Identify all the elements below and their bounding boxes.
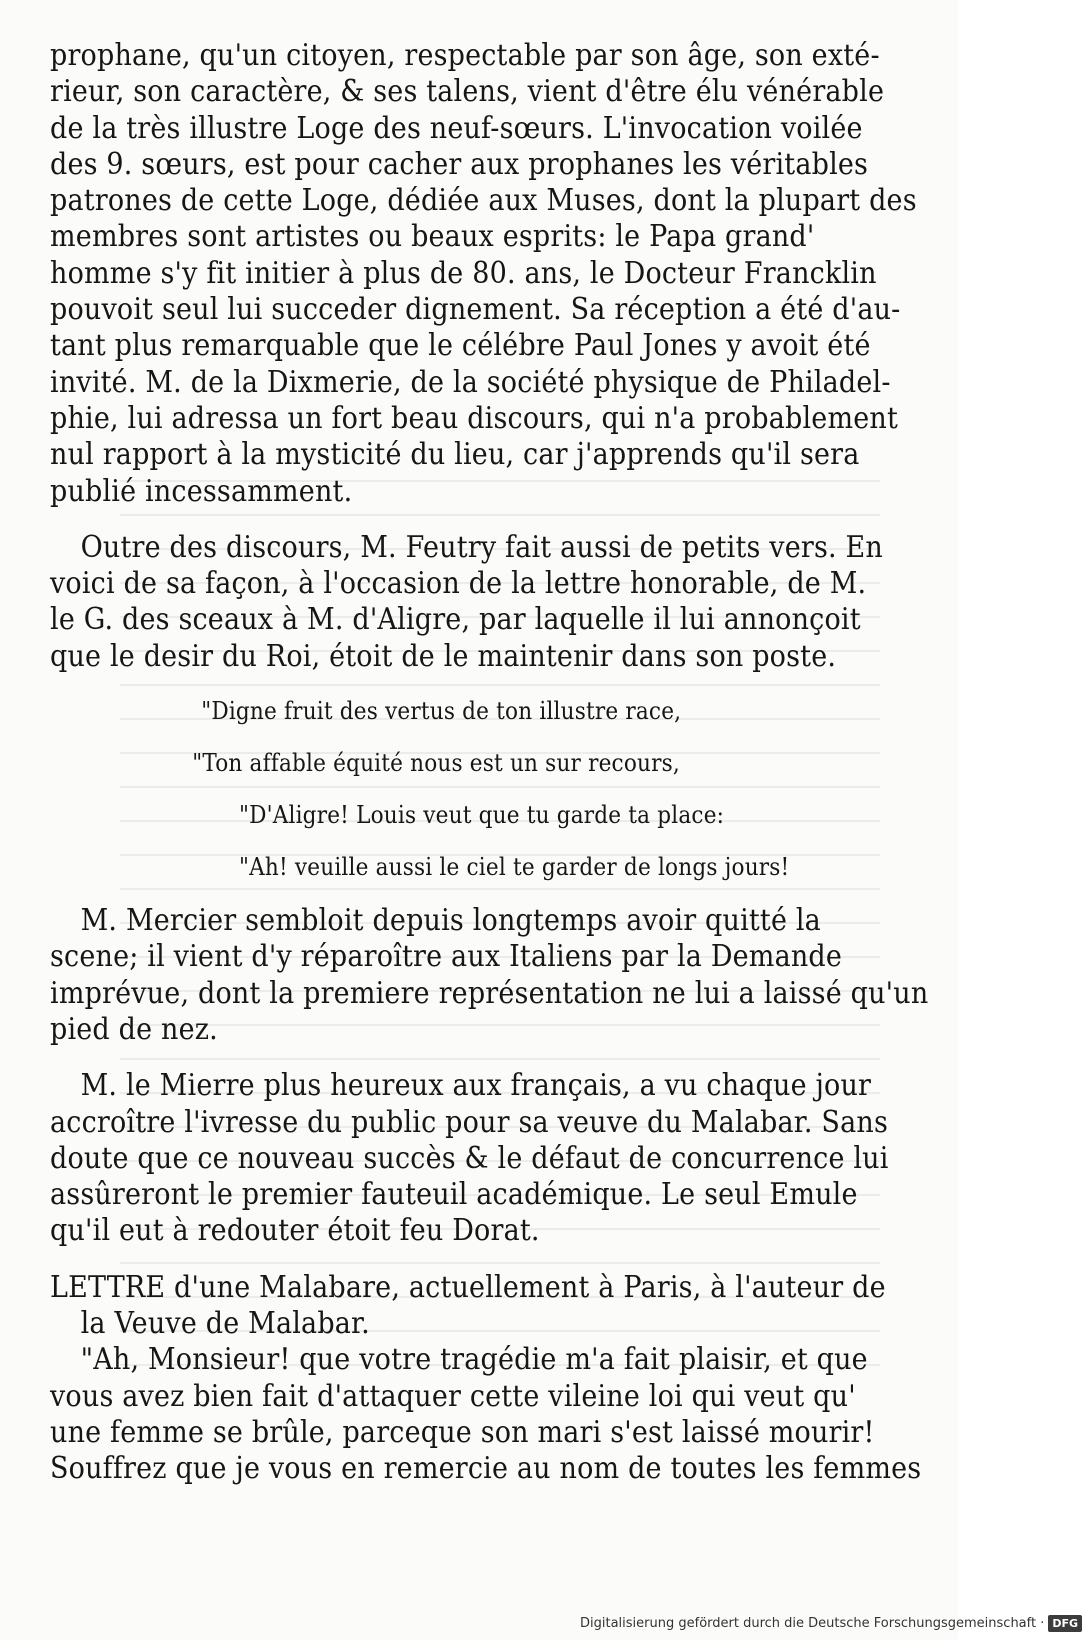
text-line: doute que ce nouveau succès & le défaut de concurrence lui — [50, 1140, 889, 1176]
text-line: homme s'y fit initier à plus de 80. ans, le Docteur Francklin — [50, 255, 877, 291]
paragraph-lettre-body — [50, 1342, 937, 1487]
text-line: nul rapport à la mysticité du lieu, car j'apprends qu'il sera — [50, 437, 860, 473]
text-line: que le desir du Roi, étoit de le maintenir dans son poste. — [50, 638, 837, 674]
text-line: une femme se brûle, parceque son mari s'est laissé mourir! — [50, 1414, 875, 1450]
paragraph-le-mierre — [50, 1068, 937, 1249]
verse-line: "Ah! veuille aussi le ciel te garder de longs jours! — [239, 853, 790, 882]
text-line: membres sont artistes ou beaux esprits: le Papa grand' — [50, 219, 815, 255]
text-line: pied de nez. — [50, 1011, 218, 1047]
text-line: Outre des discours, M. Feutry fait aussi de petits vers. En — [80, 529, 883, 565]
page-text — [50, 38, 937, 1488]
text-line: vous avez bien fait d'attaquer cette vileine loi qui veut qu' — [50, 1378, 856, 1414]
text-line: assûreront le premier fauteuil académique. Le seul Emule — [50, 1177, 858, 1213]
text-line: LETTRE d'une Malabare, actuellement à Paris, à l'auteur de — [50, 1269, 886, 1305]
verse-line: "Digne fruit des vertus de ton illustre race, — [201, 697, 682, 726]
text-line: tant plus remarquable que le célébre Paul Jones y avoit été — [50, 328, 871, 364]
text-line: voici de sa façon, à l'occasion de la lettre honorable, de M. — [50, 566, 867, 602]
text-line: imprévue, dont la premiere représentation ne lui a laissé qu'un — [50, 975, 929, 1011]
footer-credit: Digitalisierung gefördert durch die Deutsche Forschungsgemeinschaft · — [580, 1616, 1045, 1631]
paragraph-mercier — [50, 903, 937, 1048]
text-line: le G. des sceaux à M. d'Aligre, par laquelle il lui annonçoit — [50, 602, 861, 638]
verse-block — [50, 685, 937, 893]
text-line: accroître l'ivresse du public pour sa veuve du Malabar. Sans — [50, 1104, 888, 1140]
text-line: invité. M. de la Dixmerie, de la société physique de Philadel- — [50, 364, 891, 400]
text-line: M. le Mierre plus heureux aux français, a vu chaque jour — [80, 1068, 872, 1104]
text-line: publié incessamment. — [50, 473, 353, 509]
digitization-footer — [580, 1615, 1079, 1632]
text-line: des 9. sœurs, est pour cacher aux prophanes les véritables — [50, 146, 869, 182]
paragraph-loge — [50, 38, 937, 510]
dfg-logo-icon: DFG — [1048, 1615, 1082, 1632]
text-line: phie, lui adressa un fort beau discours, qui n'a probablement — [50, 400, 899, 436]
verse-line: "Ton affable équité nous est un sur recours, — [192, 749, 680, 778]
text-line: M. Mercier sembloit depuis longtemps avoir quitté la — [80, 903, 821, 939]
text-line: pouvoit seul lui succeder dignement. Sa réception a été d'au- — [50, 292, 901, 328]
text-line: prophane, qu'un citoyen, respectable par son âge, son exté- — [50, 38, 880, 73]
paragraph-feutry — [50, 530, 937, 675]
text-line: "Ah, Monsieur! que votre tragédie m'a fait plaisir, et que — [80, 1342, 868, 1378]
text-line: scene; il vient d'y réparoître aux Italiens par la Demande — [50, 939, 843, 975]
text-line: la Veuve de Malabar. — [80, 1306, 370, 1342]
paragraph-lettre-heading — [50, 1270, 937, 1343]
text-line: Souffrez que je vous en remercie au nom de toutes les femmes — [50, 1451, 922, 1487]
text-line: patrones de cette Loge, dédiée aux Muses, dont la plupart des — [50, 183, 917, 219]
text-line: rieur, son caractère, & ses talens, vient d'être élu vénérable — [50, 74, 885, 110]
verse-line: "D'Aligre! Louis veut que tu garde ta place: — [239, 801, 725, 830]
text-line: de la très illustre Loge des neuf-sœurs. L'invocation voilée — [50, 110, 863, 146]
text-line: qu'il eut à redouter étoit feu Dorat. — [50, 1213, 540, 1249]
